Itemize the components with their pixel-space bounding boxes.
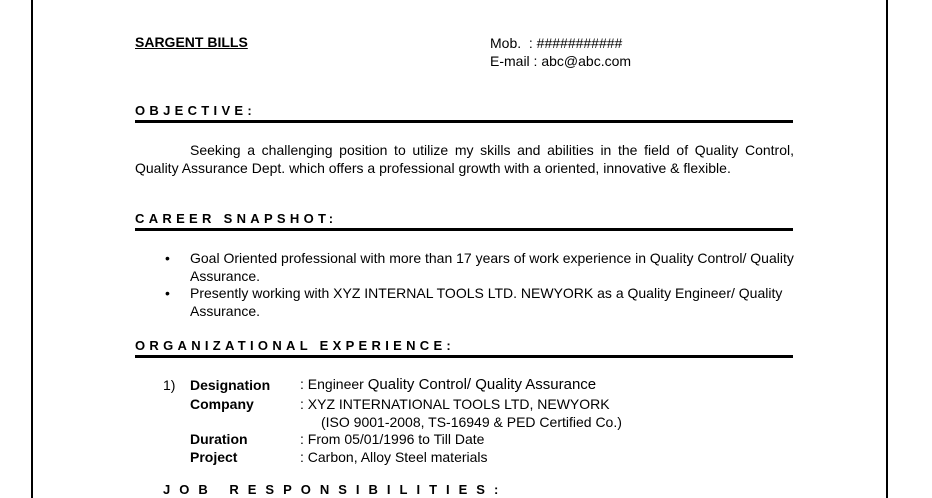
objective-text: Seeking a challenging position to utilize my skills and abilities in the field of Quality Control, Quality Assurance Dept. which offers a professional growth with a oriented, innovative & flexible. [135, 142, 794, 176]
designation-role: Quality Control/ Quality Assurance [367, 376, 597, 393]
bullet-icon: • [165, 250, 170, 266]
company-certification: (ISO 9001-2008, TS-16949 & PED Certified Co.) [321, 414, 622, 430]
entry-number: 1) [163, 377, 176, 393]
career-bullet-text: Goal Oriented professional with more than 17 years of work experience in Quality Control/ Quality Assurance. [190, 250, 794, 284]
career-bullet-text: Presently working with XYZ INTERNAL TOOLS LTD. NEWYORK as a Quality Engineer/ Quality Assurance. [190, 285, 783, 319]
email-address: E-mail : abc@abc.com [490, 53, 632, 69]
list-item [165, 250, 795, 285]
career-snapshot-list [165, 250, 795, 320]
career-snapshot-heading: CAREER SNAPSHOT: [135, 211, 793, 231]
mobile-number: Mob. : ########### [490, 35, 623, 51]
contact-block [490, 34, 631, 70]
company-value: : XYZ INTERNATIONAL TOOLS LTD, NEWYORK [300, 396, 610, 412]
duration-label: Duration [190, 431, 248, 447]
objective-heading: OBJECTIVE: [135, 103, 793, 123]
list-item [165, 285, 795, 320]
job-responsibilities-heading: JOB RESPONSIBILITIES: [163, 482, 508, 497]
designation-prefix: : Engineer [300, 376, 368, 392]
designation-label: Designation [190, 377, 271, 393]
bullet-icon: • [165, 285, 170, 301]
designation-value [300, 376, 596, 393]
experience-heading: ORGANIZATIONAL EXPERIENCE: [135, 338, 793, 358]
project-value: : Carbon, Alloy Steel materials [300, 449, 488, 465]
project-label: Project [190, 449, 238, 465]
candidate-name: SARGENT BILLS [135, 34, 248, 50]
duration-value: : From 05/01/1996 to Till Date [300, 431, 485, 447]
company-label: Company [190, 396, 254, 412]
